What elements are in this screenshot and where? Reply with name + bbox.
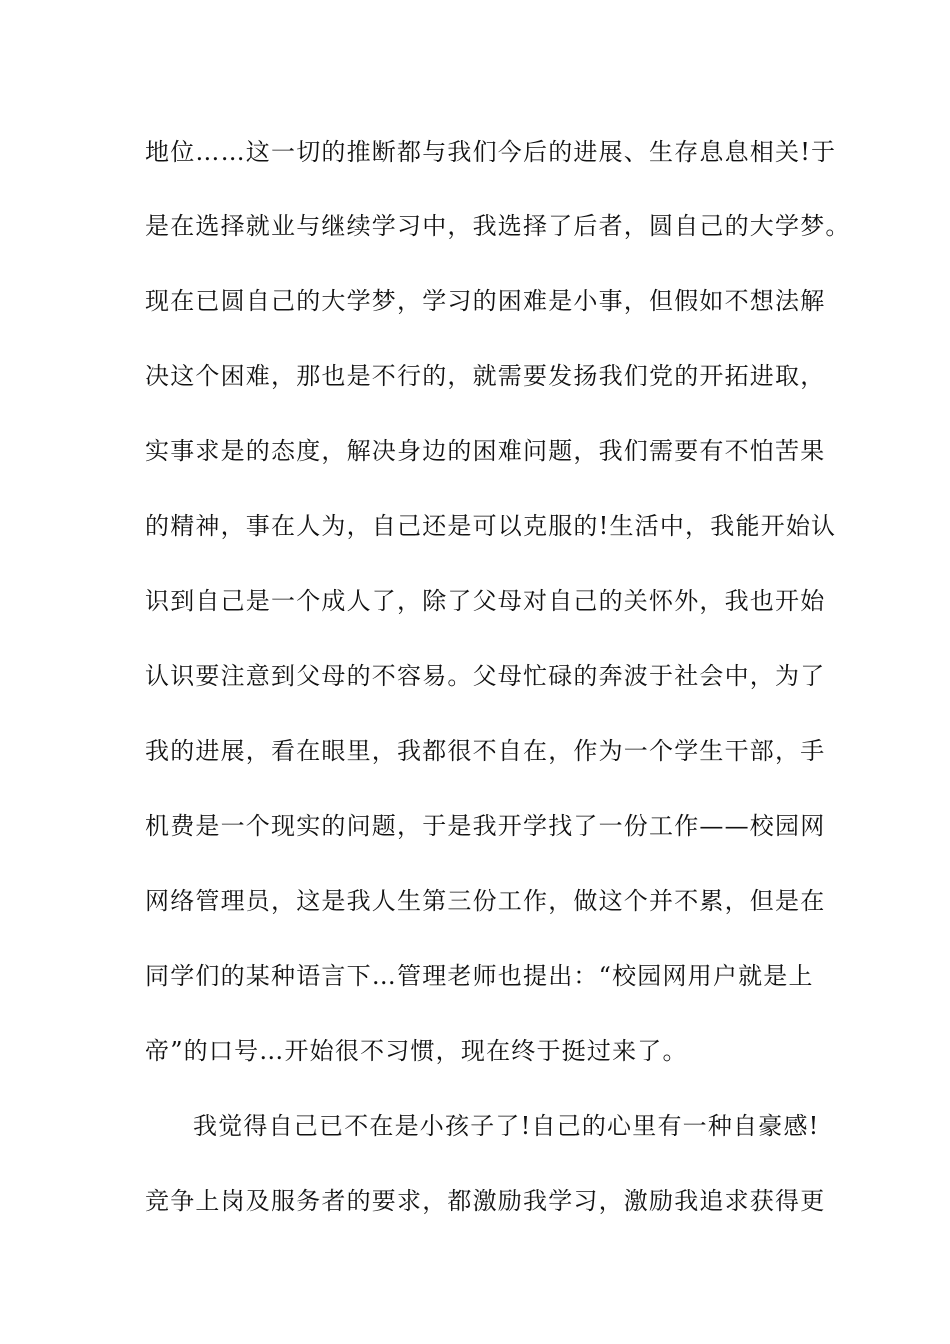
text-line-10: 机费是一个现实的问题，于是我开学找了一份工作——校园网 [145, 812, 826, 840]
text-line-12: 同学们的某种语言下…管理老师也提出：“校园网用户就是上 [145, 962, 814, 990]
text-line-2: 是在选择就业与继续学习中，我选择了后者，圆自己的大学梦。 [145, 212, 851, 240]
text-line-9: 我的进展，看在眼里，我都很不自在，作为一个学生干部，手 [145, 737, 826, 765]
text-line-13: 帝”的口号…开始很不习惯，现在终于挺过来了。 [145, 1037, 688, 1065]
text-line-4: 决这个困难，那也是不行的，就需要发扬我们党的开拓进取， [145, 362, 826, 390]
text-line-3: 现在已圆自己的大学梦，学习的困难是小事，但假如不想法解 [145, 287, 826, 315]
text-line-11: 网络管理员，这是我人生第三份工作，做这个并不累，但是在 [145, 887, 826, 915]
text-line-6: 的精神，事在人为，自己还是可以克服的!生活中，我能开始认 [145, 512, 837, 540]
paragraph-2-line-1: 我觉得自己已不在是小孩子了!自己的心里有一种自豪感! [193, 1112, 820, 1140]
text-line-8: 认识要注意到父母的不容易。父母忙碌的奔波于社会中，为了 [145, 662, 826, 690]
text-line-7: 识到自己是一个成人了，除了父母对自己的关怀外，我也开始 [145, 587, 826, 615]
paragraph-2-line-2: 竞争上岗及服务者的要求，都激励我学习，激励我追求获得更 [145, 1187, 826, 1215]
text-line-5: 实事求是的态度，解决身边的困难问题，我们需要有不怕苦果 [145, 437, 826, 465]
text-line-1: 地位……这一切的推断都与我们今后的进展、生存息息相关!于 [145, 138, 837, 166]
